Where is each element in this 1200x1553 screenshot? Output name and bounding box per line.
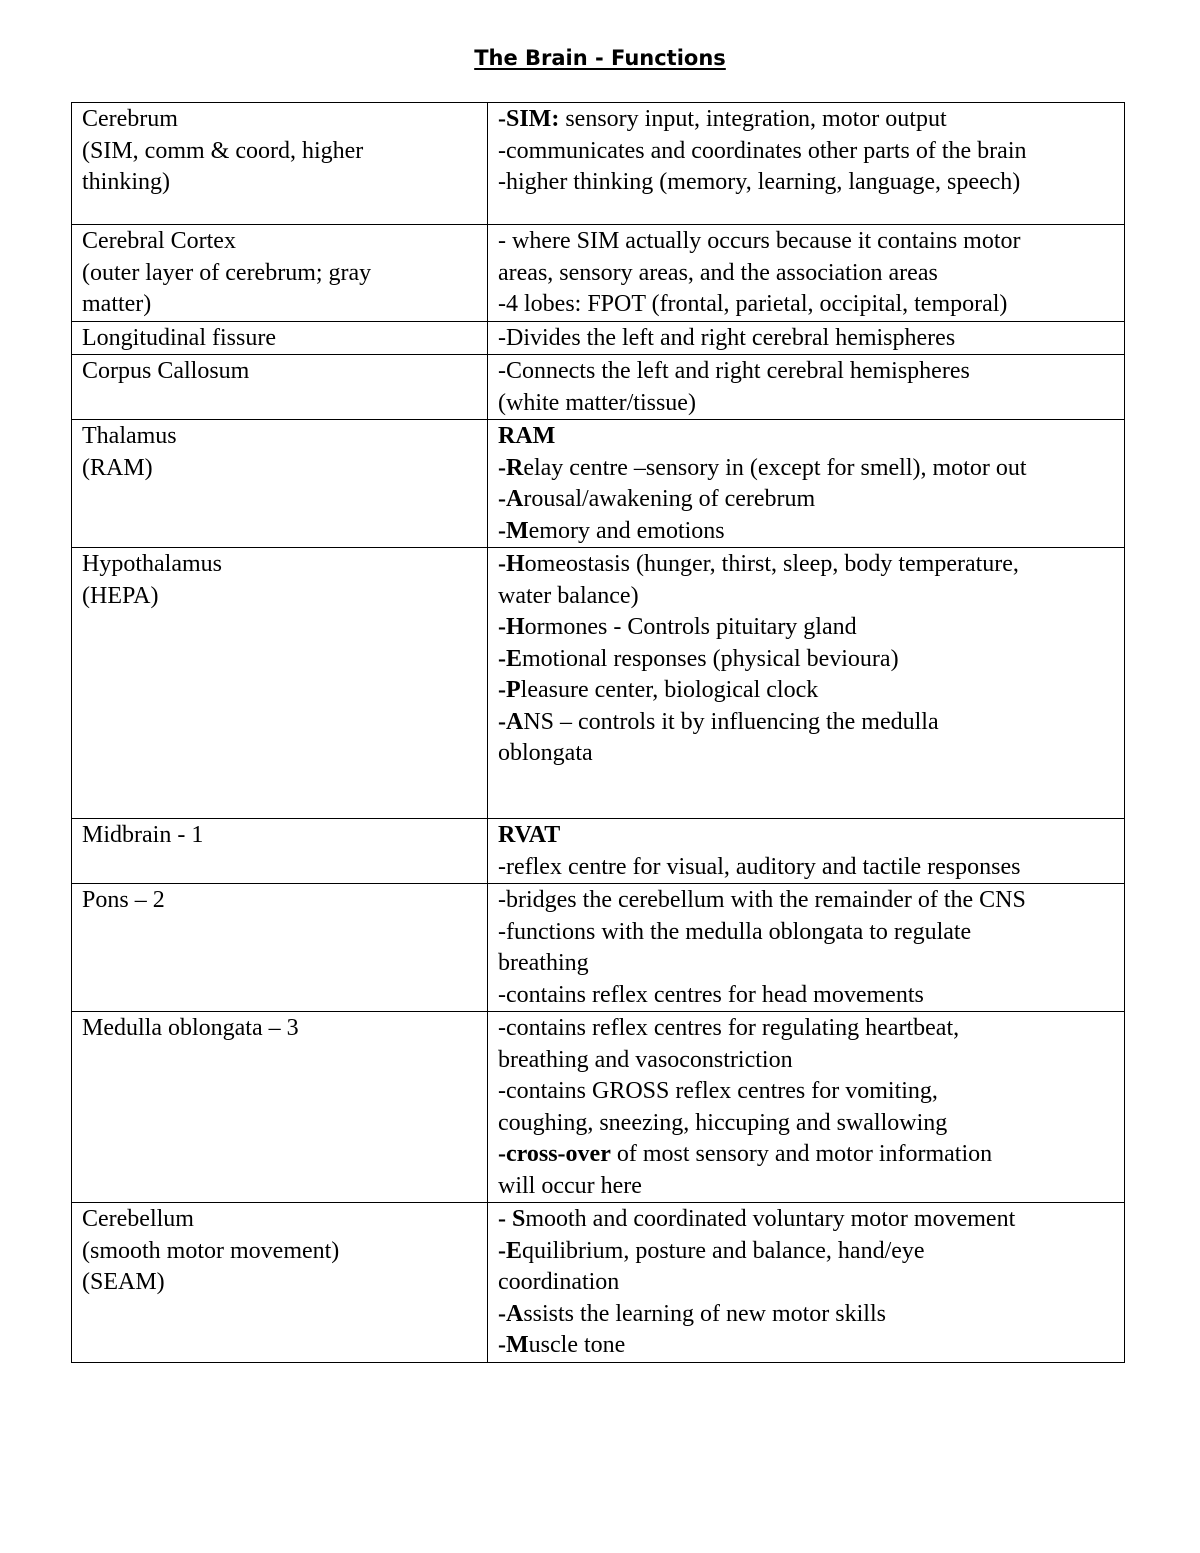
function-line <box>498 167 1114 199</box>
function-text: (white matter/tissue) <box>498 389 696 416</box>
function-cell <box>488 548 1125 819</box>
function-cell <box>488 103 1125 225</box>
function-emphasis: -M <box>498 1332 529 1358</box>
function-line <box>498 980 1114 1012</box>
function-line <box>498 484 1114 516</box>
function-line <box>498 675 1114 707</box>
function-text: - where SIM actually occurs because it contains motor <box>498 228 1021 254</box>
function-text: breathing and vasoconstriction <box>498 1046 793 1073</box>
function-emphasis: -H <box>498 614 525 640</box>
table-row <box>72 321 1125 355</box>
structure-line: (HEPA) <box>82 582 159 609</box>
function-text: omeostasis (hunger, thirst, sleep, body temperature, <box>524 551 1019 577</box>
function-text: -contains reflex centres for head movements <box>498 981 924 1008</box>
function-line <box>498 1045 1114 1077</box>
function-line <box>498 852 1114 884</box>
function-text: leasure center, biological clock <box>520 677 819 703</box>
function-emphasis: RAM <box>498 423 556 449</box>
structure-line: Longitudinal fissure <box>82 324 276 351</box>
function-cell <box>488 420 1125 548</box>
function-emphasis: RVAT <box>498 822 561 848</box>
table-row <box>72 548 1125 819</box>
structure-cell <box>72 225 488 322</box>
function-line <box>498 516 1114 548</box>
function-line <box>498 644 1114 676</box>
function-line <box>498 885 1114 917</box>
function-text: -reflex centre for visual, auditory and tactile responses <box>498 853 1021 880</box>
function-text: elay centre –sensory in (except for smell), motor out <box>523 454 1027 481</box>
function-text: coordination <box>498 1269 620 1295</box>
function-text: sensory input, integration, motor output <box>559 106 947 132</box>
function-line <box>498 1236 1114 1268</box>
function-text: -functions with the medulla oblongata to regulate <box>498 918 972 945</box>
function-text: rousal/awakening of cerebrum <box>523 486 816 512</box>
function-line <box>498 948 1114 980</box>
function-text: ormones - Controls pituitary gland <box>524 614 857 640</box>
function-text: areas, sensory areas, and the association areas <box>498 259 938 286</box>
function-emphasis: -P <box>498 677 521 703</box>
function-text: uscle tone <box>528 1332 626 1358</box>
page-title: The Brain - Functions <box>474 46 726 70</box>
function-line <box>498 1013 1114 1045</box>
function-line <box>498 1139 1114 1171</box>
function-cell <box>488 1203 1125 1363</box>
function-line <box>498 1330 1114 1362</box>
structure-line: (SEAM) <box>82 1269 165 1295</box>
structure-cell <box>72 884 488 1012</box>
function-text: water balance) <box>498 582 639 609</box>
function-line <box>498 226 1114 258</box>
function-line <box>498 1299 1114 1331</box>
structure-cell <box>72 1203 488 1363</box>
function-text: -contains reflex centres for regulating heartbeat, <box>498 1015 960 1041</box>
structure-cell <box>72 1012 488 1203</box>
table-row <box>72 103 1125 225</box>
table-row <box>72 884 1125 1012</box>
function-text: of most sensory and motor information <box>610 1141 993 1167</box>
function-text: motional responses (physical beviourа) <box>522 645 899 672</box>
function-text: oblongata <box>498 740 593 766</box>
structure-line: Hypothalamus <box>82 551 222 577</box>
function-text: -contains GROSS reflex centres for vomiting, <box>498 1078 938 1104</box>
structure-line: Cerebrum <box>82 106 178 132</box>
structure-cell <box>72 321 488 355</box>
function-cell <box>488 355 1125 420</box>
function-emphasis: -A <box>498 708 524 735</box>
table-row <box>72 1203 1125 1363</box>
function-text: -higher thinking (memory, learning, language, speech) <box>498 169 1021 195</box>
function-cell <box>488 225 1125 322</box>
function-emphasis: -E <box>498 645 522 672</box>
structure-line: Thalamus <box>82 423 177 449</box>
function-line <box>498 581 1114 613</box>
function-line <box>498 356 1114 388</box>
function-cell <box>488 819 1125 884</box>
table-row <box>72 355 1125 420</box>
function-text: -bridges the cerebellum with the remainder of the CNS <box>498 887 1026 913</box>
structure-line: matter) <box>82 291 152 317</box>
table-row <box>72 819 1125 884</box>
function-line <box>498 388 1114 420</box>
function-emphasis: -R <box>498 454 524 481</box>
structure-line: Corpus Callosum <box>82 358 250 384</box>
structure-line: Midbrain - 1 <box>82 822 204 848</box>
function-text: -4 lobes: FPOT (frontal, parietal, occipital, temporal) <box>498 291 1008 317</box>
structure-cell <box>72 548 488 819</box>
structure-line: thinking) <box>82 169 170 195</box>
structure-cell <box>72 420 488 548</box>
function-line <box>498 612 1114 644</box>
structure-line: Pons – 2 <box>82 887 165 913</box>
structure-line: (SIM, comm & coord, higher <box>82 137 364 164</box>
function-line <box>498 453 1114 485</box>
function-line <box>498 289 1114 321</box>
function-text: mooth and coordinated voluntary motor movement <box>525 1206 1016 1232</box>
function-line <box>498 258 1114 290</box>
structure-cell <box>72 103 488 225</box>
function-text: breathing <box>498 950 589 976</box>
function-line <box>498 738 1114 770</box>
function-line <box>498 1076 1114 1108</box>
function-line <box>498 1267 1114 1299</box>
function-emphasis: -E <box>498 1237 522 1264</box>
function-text: NS – controls it by influencing the medulla <box>523 708 939 735</box>
structure-line: (outer layer of cerebrum; gray <box>82 259 372 286</box>
function-line <box>498 1171 1114 1203</box>
function-text: -communicates and coordinates other parts of the brain <box>498 137 1027 164</box>
structure-line: Medulla oblongata – 3 <box>82 1015 299 1041</box>
table-row <box>72 225 1125 322</box>
function-line <box>498 104 1114 136</box>
function-emphasis: -A <box>498 1300 524 1327</box>
function-line <box>498 820 1114 852</box>
function-text: ssists the learning of new motor skills <box>523 1300 886 1327</box>
function-emphasis: -A <box>498 486 524 512</box>
function-text: emory and emotions <box>528 517 725 544</box>
function-line <box>498 1204 1114 1236</box>
table-row <box>72 1012 1125 1203</box>
function-emphasis: - S <box>498 1206 526 1232</box>
table-row <box>72 420 1125 548</box>
function-line <box>498 917 1114 949</box>
function-line <box>498 136 1114 168</box>
function-cell <box>488 884 1125 1012</box>
structure-cell <box>72 819 488 884</box>
function-text: -Divides the left and right cerebral hemispheres <box>498 324 956 351</box>
function-text: -Connects the left and right cerebral hemispheres <box>498 358 970 384</box>
function-cell <box>488 1012 1125 1203</box>
structure-line: Cerebellum <box>82 1206 194 1232</box>
function-emphasis: -SIM: <box>498 106 560 132</box>
function-line <box>498 707 1114 739</box>
function-cell <box>488 321 1125 355</box>
structure-line: (smooth motor movement) <box>82 1237 340 1264</box>
function-line <box>498 421 1114 453</box>
function-text: coughing, sneezing, hiccuping and swallowing <box>498 1109 948 1136</box>
function-emphasis: -M <box>498 517 529 544</box>
function-line <box>498 323 1114 355</box>
function-emphasis: -H <box>498 551 525 577</box>
function-line <box>498 549 1114 581</box>
structure-line: Cerebral Cortex <box>82 228 236 254</box>
function-emphasis: -cross-over <box>498 1141 611 1167</box>
structure-line: (RAM) <box>82 454 153 481</box>
brain-functions-table <box>71 102 1125 1363</box>
function-text: quilibrium, posture and balance, hand/eye <box>522 1237 925 1264</box>
function-line <box>498 1108 1114 1140</box>
function-text: will occur here <box>498 1172 642 1199</box>
structure-cell <box>72 355 488 420</box>
